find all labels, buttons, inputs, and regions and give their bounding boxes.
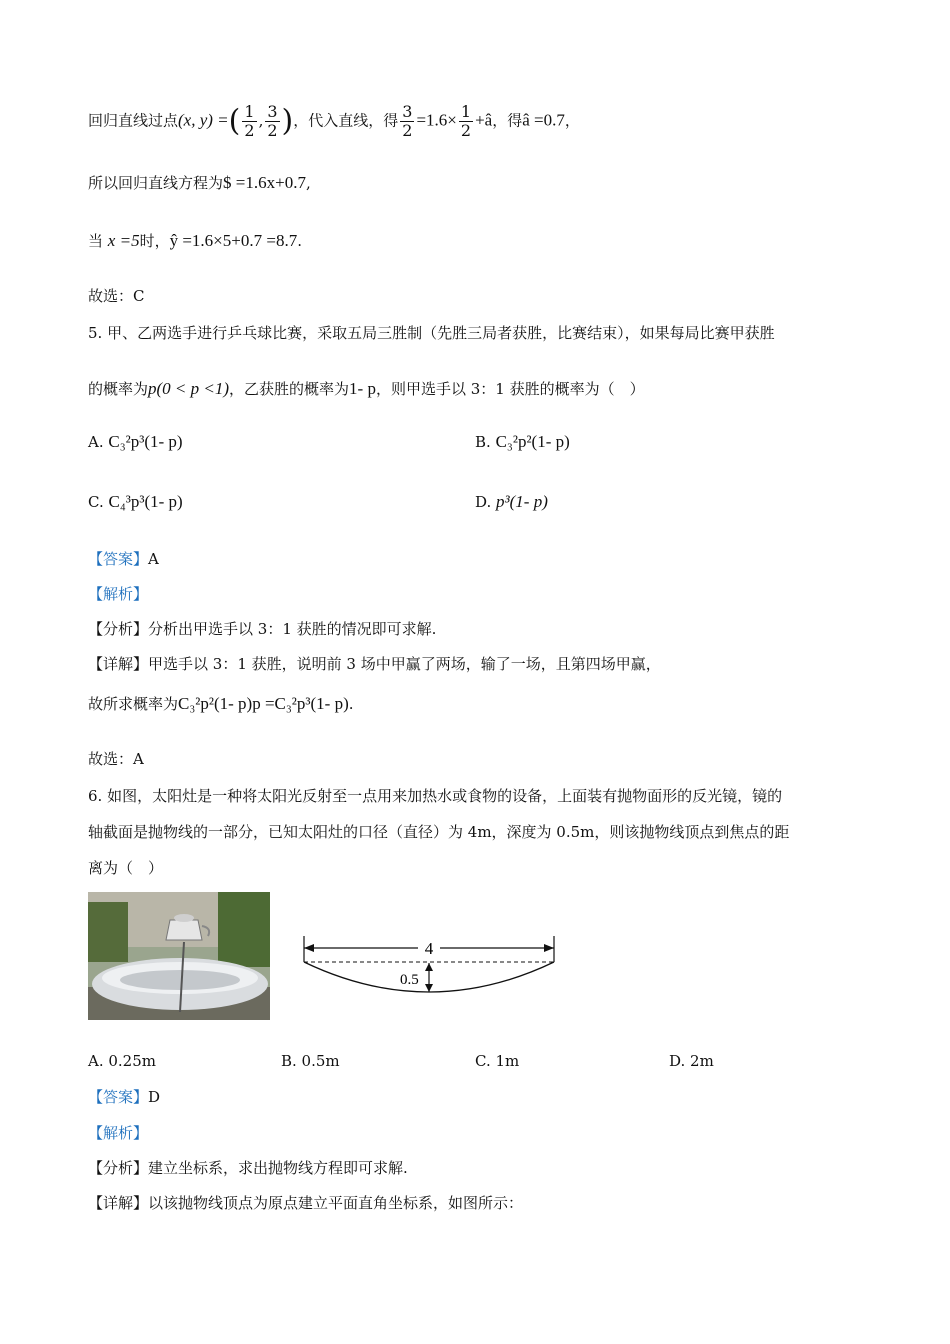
text: 回归直线过点 <box>88 111 179 130</box>
frac-num: 3 <box>267 102 278 121</box>
p-range: p(0 < p <1) <box>148 379 230 398</box>
q5-result <box>88 693 354 715</box>
q5-option-d[interactable] <box>475 492 548 512</box>
q6-analysis <box>88 1122 148 1144</box>
q4-line3 <box>88 230 302 252</box>
x-eq: x =5 <box>107 231 140 250</box>
frac-num: 3 <box>402 102 413 121</box>
text: ， <box>564 111 580 130</box>
point-math: (x, y) = <box>178 110 229 130</box>
arrow-up <box>425 963 433 971</box>
frac-den: 2 <box>460 121 472 140</box>
q6-fenxi <box>88 1157 408 1179</box>
q6-option-c[interactable]: C. 1m <box>475 1052 520 1070</box>
text: 时， <box>139 232 170 250</box>
q5-fenxi <box>88 618 436 640</box>
parabola-diagram <box>298 932 560 1002</box>
text: 故所求概率为 <box>88 695 179 713</box>
fenxi-tag: 【分析】 <box>88 1159 149 1177</box>
fenxi-text: 分析出甲选手以 3：1 获胜的情况即可求解. <box>148 620 437 638</box>
xiangjie-tag: 【详解】 <box>88 1194 149 1212</box>
q5-option-a[interactable] <box>88 432 183 452</box>
analysis-tag: 【解析】 <box>88 585 149 603</box>
arrow-down <box>425 984 433 992</box>
frac-den: 2 <box>244 121 255 140</box>
option-math: C₄³p³(1- p) <box>108 492 183 511</box>
solar-cooker-photo <box>88 892 270 1020</box>
fenxi-text: 建立坐标系，求出抛物线方程即可求解. <box>148 1159 408 1177</box>
q4-line2 <box>88 172 311 194</box>
q5-option-b[interactable] <box>475 432 570 452</box>
frac-den: 2 <box>267 121 278 140</box>
q5-stem-line1: 5. 甲、乙两选手进行乒乓球比赛，采取五局三胜制（先胜三局者获胜，比赛结束），如果每局比赛甲获胜 <box>88 324 775 342</box>
q5-stem-line2 <box>88 378 645 400</box>
xiangjie-tag: 【详解】 <box>88 655 149 673</box>
text: . <box>297 232 302 250</box>
frac-num: 1 <box>460 102 472 121</box>
text: . <box>348 695 354 713</box>
text: 当 <box>88 232 104 250</box>
q5-option-c[interactable] <box>88 492 183 512</box>
xiangjie-text: 甲选手以 3：1 获胜，说明前 3 场中甲赢了两场，输了一场，且第四场甲赢， <box>148 655 661 673</box>
option-label: A. <box>88 433 104 451</box>
q5-xiangjie <box>88 653 661 675</box>
result-math: C₃²p²(1- p)p =C₃²p³(1- p) <box>178 694 349 713</box>
q6-stem-line3: 离为（ ） <box>88 859 164 877</box>
fraction <box>459 103 473 140</box>
fenxi-tag: 【分析】 <box>88 620 149 638</box>
solar-cooker-illustration <box>88 892 270 1020</box>
xiangjie-text: 以该抛物线顶点为原点建立平面直角坐标系，如图所示： <box>148 1194 524 1212</box>
answer-value: A <box>148 550 159 568</box>
eq-math: +â <box>475 110 493 130</box>
eq-math: â =0.7 <box>522 110 565 130</box>
q6-option-a[interactable]: A. 0.25m <box>88 1052 156 1070</box>
q4-line1: 回归直线过点(x, y) =( $\frac{1}{2}$ , $\frac{3}{2}$ )，代入直线，得 $\frac{3}{2}$ =1.6× $\frac{1}{2}$ +â，得â =0.7， <box>88 102 580 140</box>
answer-value: D <box>148 1088 161 1106</box>
paren-open: ( <box>228 103 241 139</box>
arrow-right <box>544 944 554 952</box>
q6-stem-line1: 6. 如图，太阳灶是一种将太阳光反射至一点用来加热水或食物的设备，上面装有抛物面形的反光镜，镜的 <box>88 787 783 805</box>
option-math: C₃²p³(1- p) <box>108 432 183 451</box>
text: 所以回归直线方程为 <box>88 174 224 192</box>
option-math: C₃²p²(1- p) <box>495 432 570 451</box>
q-prob: 1- p <box>349 379 376 398</box>
width-label: 4 <box>424 939 434 958</box>
regression-eq: $ =1.6x+0.7 <box>223 173 306 192</box>
frac-num: 1 <box>244 102 255 121</box>
frac-den: 2 <box>402 121 413 140</box>
answer-tag: 【答案】 <box>88 550 149 568</box>
text: , <box>305 174 311 192</box>
answer-tag: 【答案】 <box>88 1088 149 1106</box>
q6-option-d[interactable]: D. 2m <box>669 1052 714 1070</box>
q6-answer <box>88 1086 160 1108</box>
q5-final: 故选：A <box>88 750 144 768</box>
text: 的概率为 <box>88 380 149 398</box>
text: ，乙获胜的概率为 <box>229 380 350 398</box>
fraction <box>400 103 414 140</box>
arrow-left <box>304 944 314 952</box>
q5-answer <box>88 548 159 570</box>
fraction <box>265 103 279 140</box>
text: ，则甲选手以 3：1 获胜的概率为（ ） <box>375 380 645 398</box>
depth-label: 0.5 <box>400 972 419 988</box>
option-label: B. <box>475 433 491 451</box>
q6-stem-line2: 轴截面是抛物线的一部分，已知太阳灶的口径（直径）为 4m，深度为 0.5m，则该抛物线顶点到焦点的距 <box>88 823 790 841</box>
option-label: D. <box>475 493 492 511</box>
q4-answer: 故选：C <box>88 287 145 305</box>
text: ，代入直线，得 <box>293 111 399 130</box>
y-eq: ŷ =1.6×5+0.7 =8.7 <box>169 231 298 250</box>
q5-analysis <box>88 583 148 605</box>
text: ，得 <box>492 111 523 130</box>
eq-math: =1.6× <box>416 110 457 130</box>
option-label: C. <box>88 493 104 511</box>
fraction <box>242 103 256 140</box>
option-math: p³(1- p) <box>496 492 548 511</box>
q6-xiangjie <box>88 1192 523 1214</box>
analysis-tag: 【解析】 <box>88 1124 149 1142</box>
q6-option-b[interactable]: B. 0.5m <box>281 1052 340 1070</box>
paren-close: ) <box>281 103 294 139</box>
